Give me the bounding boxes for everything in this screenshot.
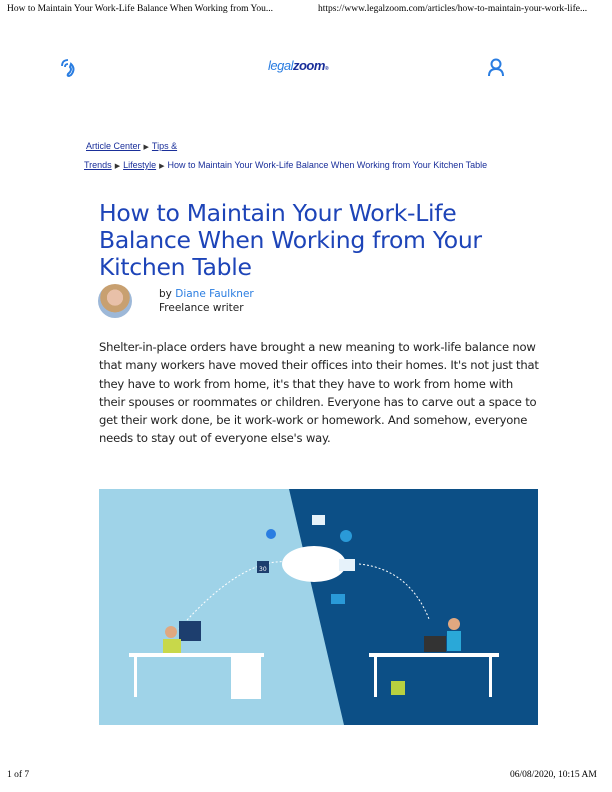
by-label: by [159,288,172,300]
legalzoom-logo[interactable]: legalzoom® [268,58,329,73]
breadcrumb-current: How to Maintain Your Work-Life Balance When Working from Your Kitchen Table [167,160,488,170]
article-title: How to Maintain Your Work-Life Balance When Working from Your Kitchen Table [99,199,482,281]
author-link[interactable]: Diane Faulkner [175,288,254,300]
breadcrumb-lifestyle[interactable]: Lifestyle [123,160,157,170]
author-role: Freelance writer [159,302,244,314]
breadcrumb-line-2: Trends ▶ Lifestyle ▶ How to Maintain Your Work-Life Balance When Working from Your Kitchen Table [84,160,488,170]
breadcrumb-tips-trends-cont[interactable]: Trends [84,160,112,170]
print-page-number: 1 of 7 [7,770,30,780]
calendar-label: 30 [259,566,267,573]
breadcrumb: Article Center ▶ Tips & [86,141,178,151]
article-hero-image [99,489,538,725]
phone-icon[interactable] [58,56,80,78]
byline [159,287,254,315]
print-page-title: How to Maintain Your Work-Life Balance When Working from You... [7,4,274,14]
breadcrumb-article-center[interactable]: Article Center [86,141,141,151]
breadcrumb-tips-trends[interactable]: Tips & [151,141,178,151]
print-page-url: https://www.legalzoom.com/articles/how-to-maintain-your-work-life... [318,4,588,14]
print-datetime: 06/08/2020, 10:15 AM [510,770,597,780]
author-avatar [98,284,132,318]
article-intro: Shelter-in-place orders have brought a new meaning to work-life balance now that many workers have moved their offices into their homes. It's not just that they have to work from home, it's that they have to work from home with their spouses or roommates or children. Everyone has to carve out a space to get their work done, be it work-work or homework. And somehow, everyone needs to stay out of everyone else's way. [99,340,539,446]
user-account-icon[interactable] [486,57,506,77]
